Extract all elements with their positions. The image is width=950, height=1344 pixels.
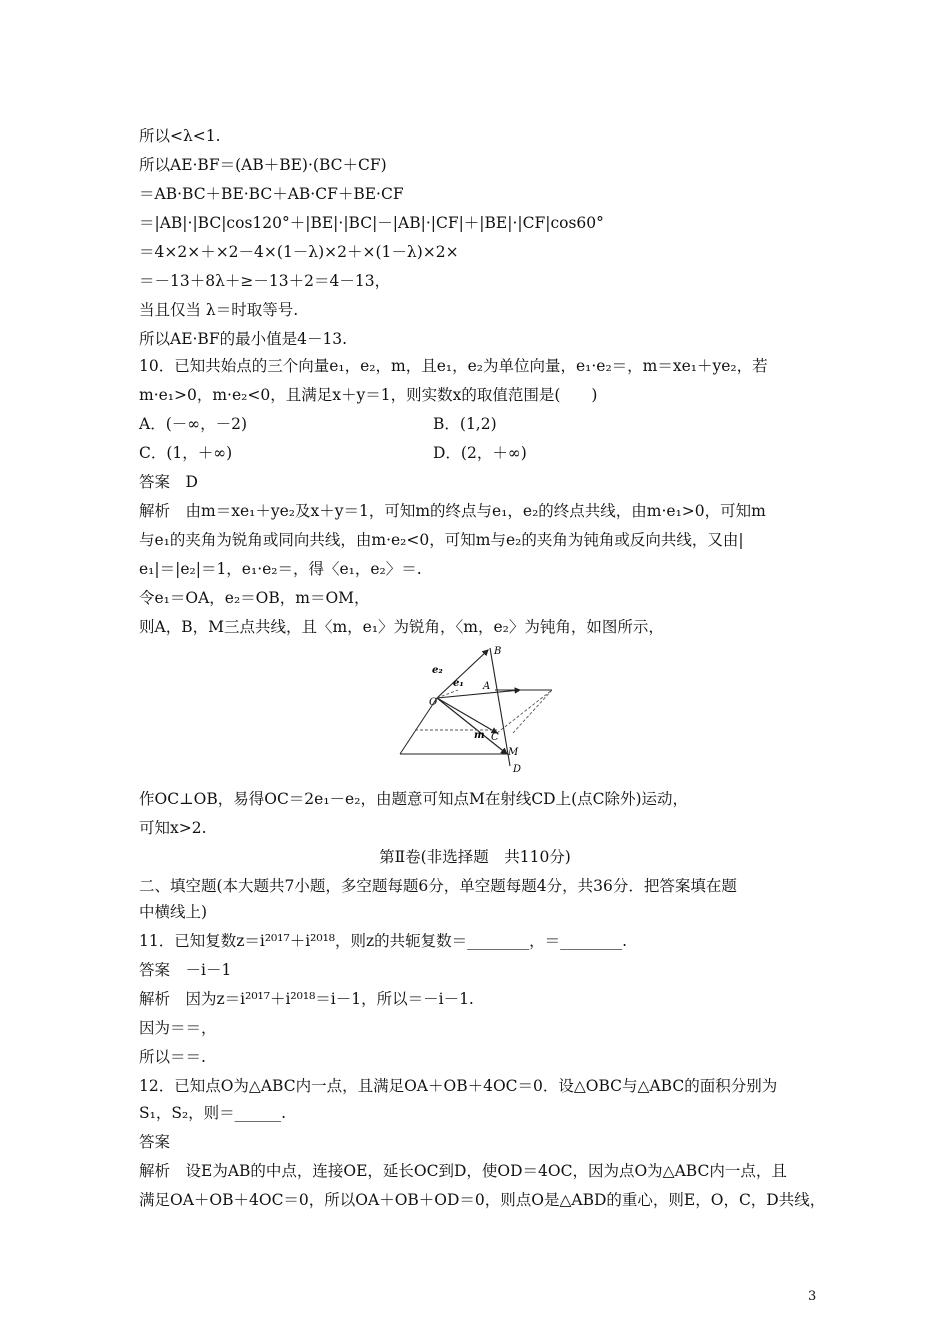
text-line: ＝|AB|·|BC|cos120°＋|BE|·|BC|－|AB|·|CF|＋|BE|·|CF|cos60° — [139, 214, 604, 232]
answer-line: 答案 －i－1 — [139, 961, 232, 979]
text-line: 当且仅当 λ＝时取等号. — [139, 301, 299, 319]
question-12-stem: 12．已知点O为△ABC内一点，且满足OA＋OB＋4OC＝0．设△OBC与△ABC的面积分别为 — [139, 1077, 778, 1095]
label-e1: e₁ — [453, 678, 464, 689]
text-line: ＝4×2×＋×2－4×(1－λ)×2＋×(1－λ)×2× — [139, 243, 459, 261]
label-e2: e₂ — [432, 665, 443, 676]
analysis-line: 满足OA＋OB＋4OC＝0，所以OA＋OB＋OD＝0，则点O是△ABD的重心，则E，O，C，D共线， — [139, 1191, 826, 1209]
dash-ca — [497, 690, 552, 733]
answer-line: 答案 D — [139, 473, 198, 491]
section-instructions: 中横线上) — [139, 903, 208, 921]
analysis-line: e₁|＝|e₂|＝1，e₁·e₂＝，得〈e₁，e₂〉＝. — [139, 560, 422, 578]
label-m-point: M — [508, 747, 519, 758]
label-o: O — [429, 697, 438, 708]
option-d: D．(2，＋∞) — [433, 444, 527, 462]
label-a: A — [483, 681, 491, 692]
analysis-line: 令e₁＝OA，e₂＝OB，m＝OM， — [139, 589, 370, 607]
question-12-stem: S₁，S₂，则＝______. — [139, 1104, 287, 1122]
analysis-line: 因为＝＝， — [139, 1019, 217, 1037]
text-line: 所以AE·BF＝(AB＋BE)·(BC＋CF) — [139, 156, 387, 174]
oc-line — [437, 698, 497, 733]
analysis-line: 可知x>2. — [139, 819, 207, 837]
page-number: 3 — [808, 1289, 817, 1304]
option-c: C．(1，＋∞) — [139, 444, 233, 462]
dash-right — [513, 690, 552, 733]
label-c: C — [491, 732, 499, 743]
label-d: D — [513, 764, 522, 774]
analysis-line: 所以＝＝. — [139, 1048, 206, 1066]
section-heading: 第Ⅱ卷(非选择题 共110分) — [379, 848, 571, 866]
option-a: A．(－∞，－2) — [139, 415, 248, 433]
analysis-line: 作OC⊥OB，易得OC＝2e₁－e₂，由题意可知点M在射线CD上(点C除外)运动， — [139, 790, 689, 808]
question-10-stem: 10．已知共始点的三个向量e₁，e₂，m，且e₁，e₂为单位向量，e₁·e₂＝，m＝xe₁＋ye₂，若 — [139, 357, 768, 375]
e1-vector — [437, 690, 520, 698]
analysis-line: 解析 由m＝xe₁＋ye₂及x＋y＝1，可知m的终点与e₁，e₂的终点共线，由m·e₁>0，可知m — [139, 502, 766, 520]
m-vector — [437, 698, 507, 754]
analysis-line: 则A，B，M三点共线，且〈m，e₁〉为锐角，〈m，e₂〉为钝角，如图所示， — [139, 618, 664, 636]
analysis-line: 解析 因为z＝i²⁰¹⁷＋i²⁰¹⁸＝i－1，所以＝－i－1. — [139, 990, 474, 1008]
vector-figure — [395, 642, 555, 774]
label-m: m — [474, 730, 485, 741]
answer-line: 答案 — [139, 1133, 171, 1151]
text-line: ＝－13＋8λ＋≥－13＋2＝4－13， — [139, 272, 391, 290]
question-11-stem: 11．已知复数z＝i²⁰¹⁷＋i²⁰¹⁸，则z的共轭复数＝________，＝________. — [139, 932, 628, 950]
text-line: 所以<λ<1. — [139, 127, 221, 145]
label-b: B — [494, 646, 502, 657]
e2-vector — [437, 650, 491, 698]
text-line: 所以AE·BF的最小值是4－13. — [139, 330, 348, 348]
analysis-line: 解析 设E为AB的中点，连接OE，延长OC到D，使OD＝4OC，因为点O为△ABC内一点，且 — [139, 1162, 787, 1180]
option-b: B．(1,2) — [433, 415, 497, 433]
analysis-line: 与e₁的夹角为锐角或同向共线，由m·e₂<0，可知m与e₂的夹角为钝角或反向共线，又由| — [139, 531, 744, 549]
section-instructions: 二、填空题(本大题共7小题，多空题每题6分，单空题每题4分，共36分．把答案填在题 — [139, 877, 737, 895]
question-10-stem: m·e₁>0，m·e₂<0，且满足x＋y＝1，则实数x的取值范围是( ) — [139, 386, 598, 404]
text-line: ＝AB·BC＋BE·BC＋AB·CF＋BE·CF — [139, 185, 404, 203]
